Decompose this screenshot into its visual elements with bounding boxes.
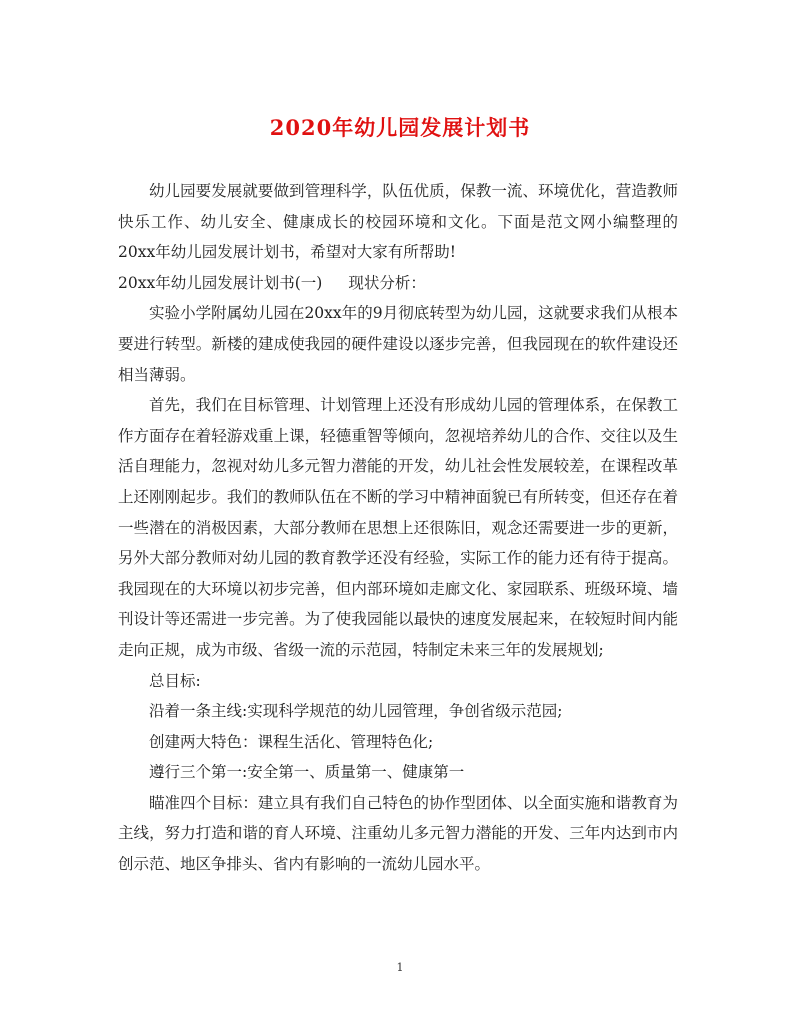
document-body [118,176,678,880]
paragraph-status: 实验小学附属幼儿园在20xx年的9月彻底转型为幼儿园，这就要求我们从根本要进行转型。新楼的建成使我园的硬件建设以逐步完善，但我园现在的软件建设还相当薄弱。 [118,304,678,384]
section-heading-line [118,268,678,299]
page-number: 1 [396,961,404,974]
paragraph-analysis: 首先，我们在目标管理、计划管理上还没有形成幼儿园的管理体系，在保教工作方面存在着轻游戏重上课，轻德重智等倾向，忽视培养幼儿的合作、交往以及生活自理能力，忽视对幼儿多元智力潜能的开发，幼儿社会性发展较差，在课程改革上还刚刚起步。我们的教师队伍在不断的学习中精神面貌已有所转变，但还存在着一些潜在的消极因素，大部分教师在思想上还很陈旧，观念还需要进一步的更新，另外大部分教师对幼儿园的教育教学还没有经验，实际工作的能力还有待于提高。我园现在的大环境以初步完善，但内部环境如走廊文化、家园联系、班级环境、墙刊设计等还需进一步完善。为了使我园能以最快的速度发展起来，在较短时间内能走向正规，成为市级、省级一流的示范园，特制定未来三年的发展规划; [118,396,678,659]
paragraph-two-features: 创建两大特色：课程生活化、管理特色化; [149,732,434,751]
section-subheading: 现状分析： [348,273,426,292]
paragraph-main-line: 沿着一条主线:实现科学规范的幼儿园管理，争创省级示范园; [149,702,563,721]
page-title: 2020年幼儿园发展计划书 [269,115,531,140]
intro-paragraph: 幼儿园要发展就要做到管理科学，队伍优质，保教一流、环境优化，营造教师快乐工作、幼儿安全、健康成长的校园环境和文化。下面是范文网小编整理的20xx年幼儿园发展计划书，希望对大家有所帮助! [118,182,678,262]
paragraph-four-goals: 瞄准四个目标：建立具有我们自己特色的协作型团体、以全面实施和谐教育为主线，努力打造和谐的育人环境、注重幼儿多元智力潜能的开发、三年内达到市内创示范、地区争排头、省内有影响的一流幼儿园水平。 [118,793,678,874]
section-heading: 20xx年幼儿园发展计划书(一) [118,273,323,292]
paragraph-general-goal: 总目标: [149,671,201,690]
paragraph-three-firsts: 遵行三个第一:安全第一、质量第一、健康第一 [149,763,465,782]
